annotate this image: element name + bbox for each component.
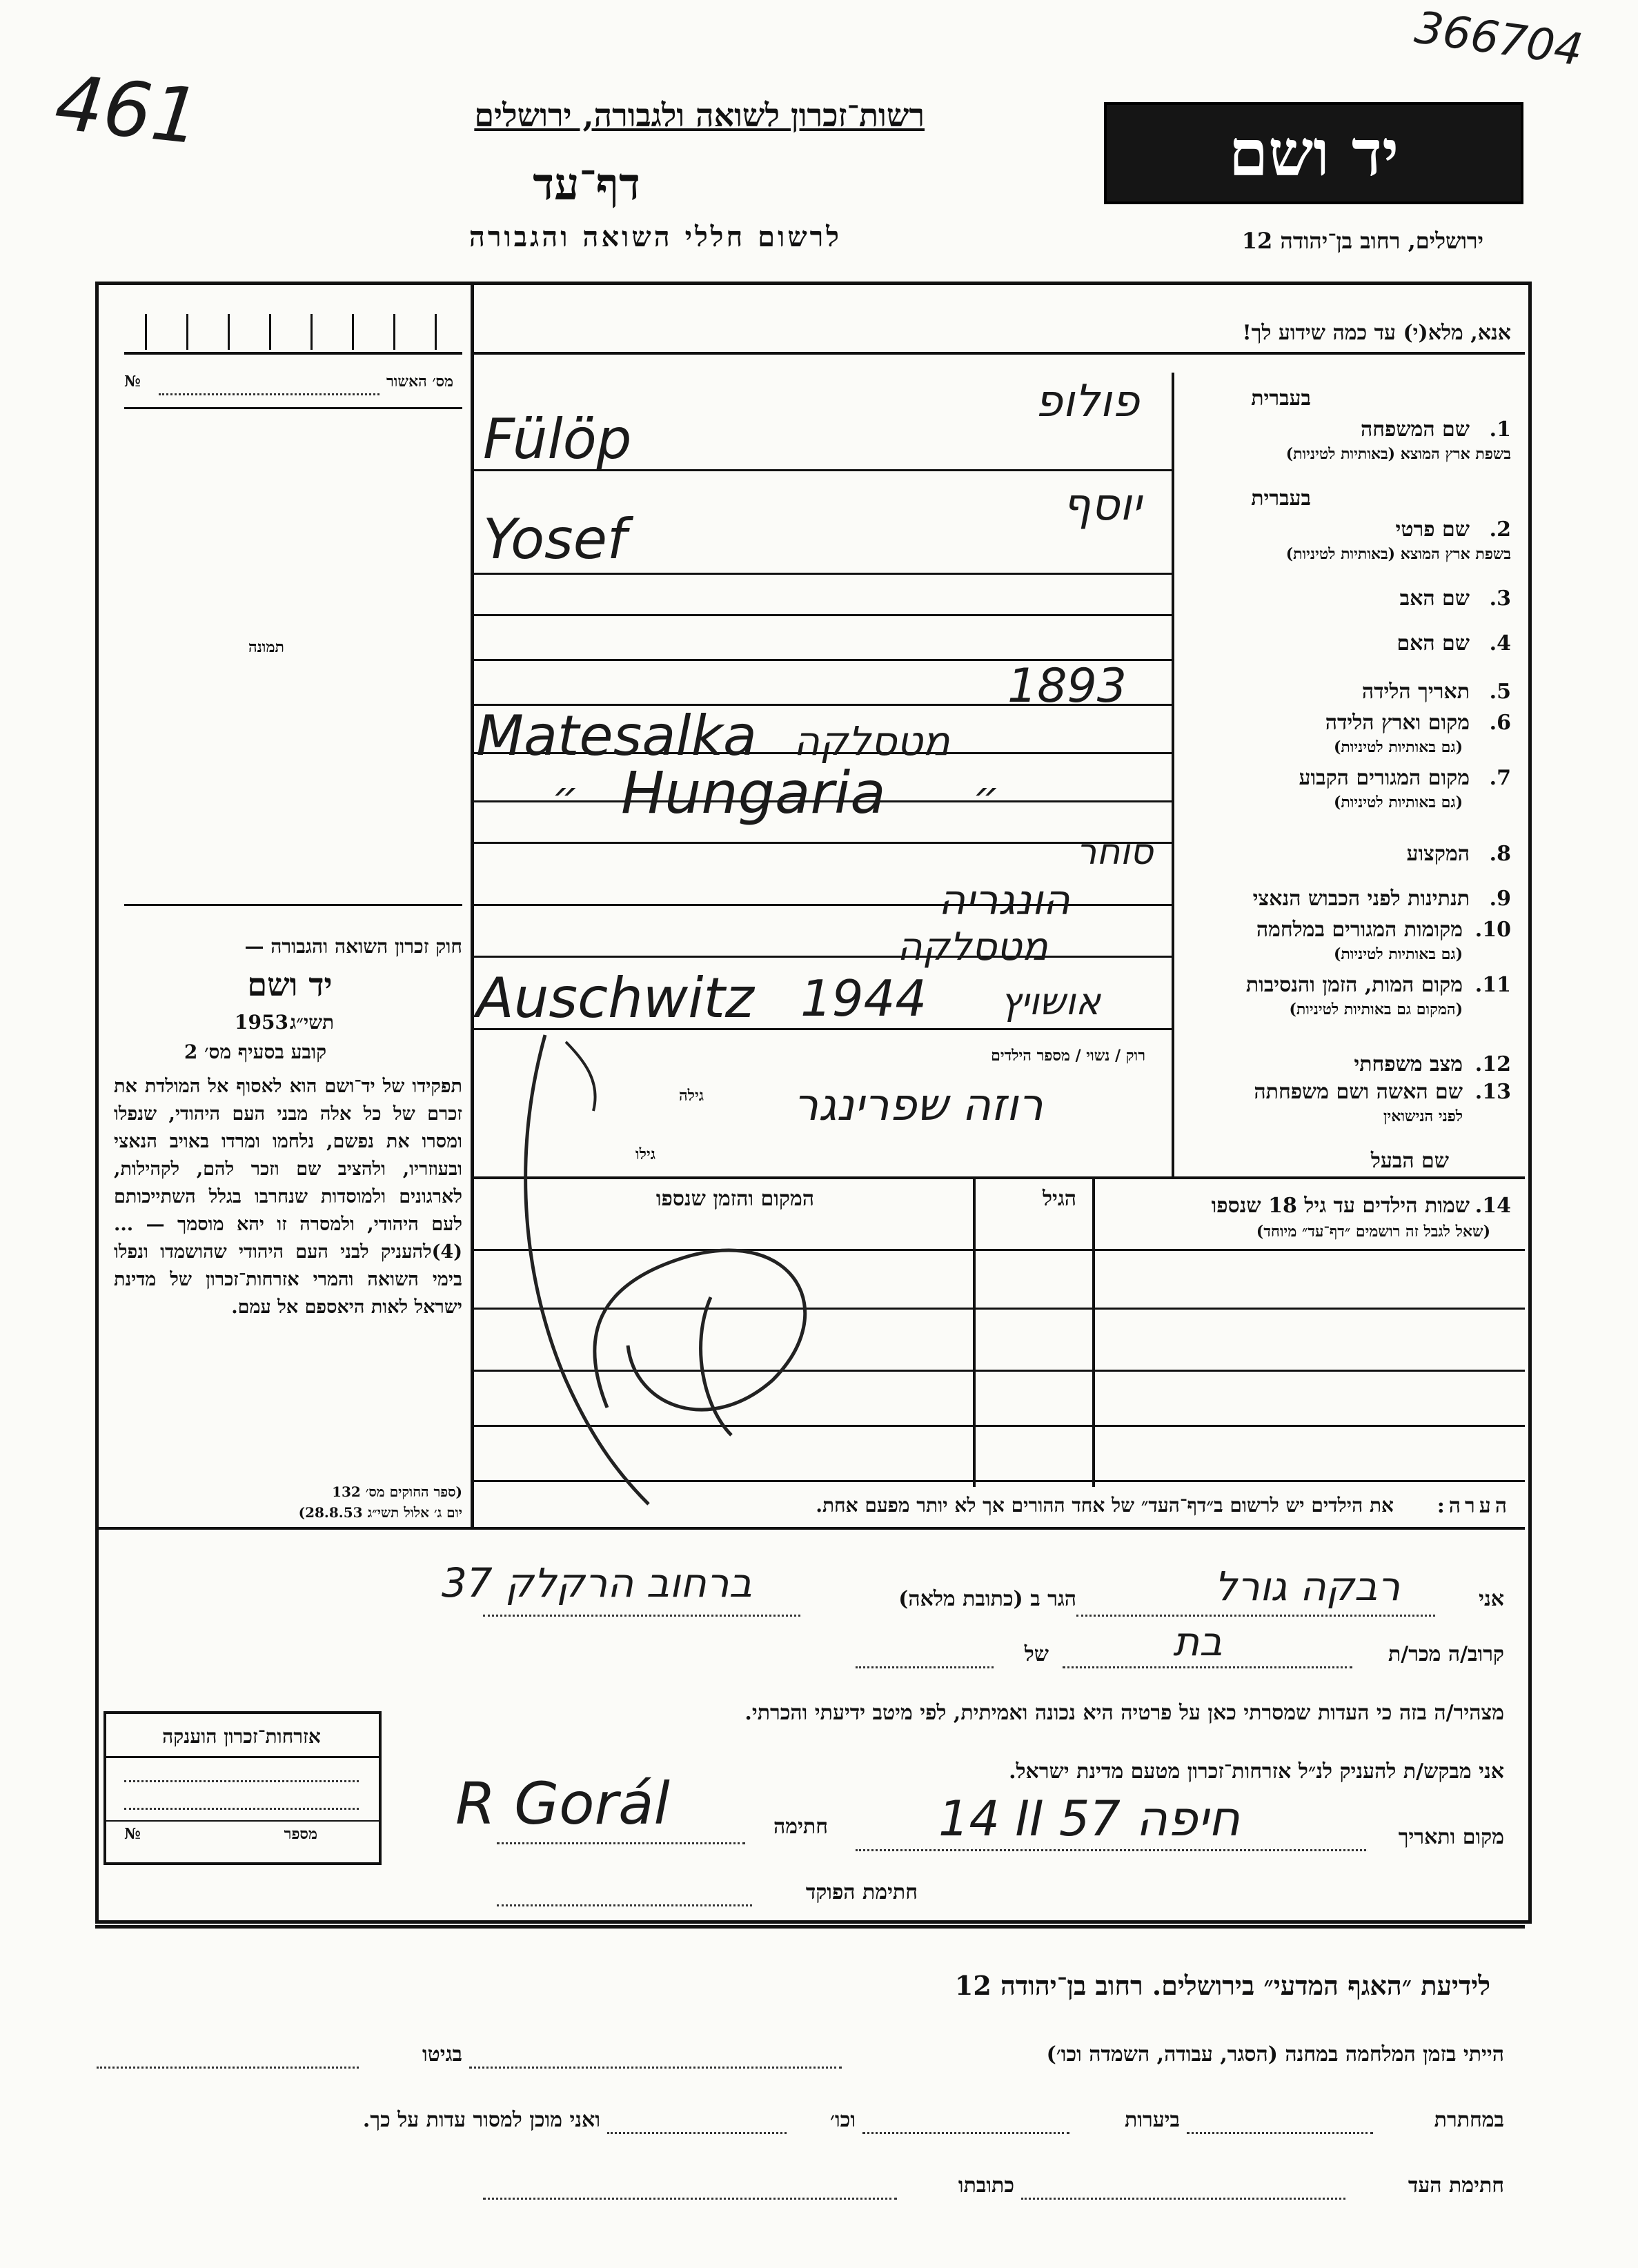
scribble-mark — [483, 1021, 966, 1518]
photo-label: תמונה — [248, 638, 284, 656]
bottom-line3-signature-field[interactable] — [1021, 2198, 1345, 2200]
officer-signature-line — [497, 1904, 752, 1906]
memorial-box-title: אזרחות־זכרון הוענקה — [162, 1725, 321, 1748]
memorial-box-rule-1 — [103, 1756, 379, 1758]
field-6-num: 6. — [1489, 711, 1511, 735]
declaration-i-label: אני — [1479, 1587, 1504, 1611]
field-2-hebrew-tag: בעברית — [1251, 486, 1311, 511]
declarant-address-line — [483, 1615, 800, 1617]
of-line — [856, 1666, 994, 1668]
law-reference-1: (ספר החוקים מס׳ 132 — [332, 1483, 462, 1500]
field-12-num: 12. — [1474, 1052, 1511, 1076]
field-3-label: שם האב — [1399, 586, 1470, 611]
bottom-line2-underground: במחתרת — [1434, 2108, 1504, 2132]
declarant-name-line — [1076, 1615, 1435, 1617]
field-7-value-latin[interactable]: Hungaria — [621, 759, 886, 827]
memorial-box-number-symbol: № — [124, 1825, 141, 1843]
field-2-value-latin[interactable]: Yosef — [483, 507, 627, 571]
law-reference-2: יום ג׳ אלול תשי״ג 28.8.53) — [298, 1504, 462, 1521]
approval-number-label: מס׳ האשור — [386, 373, 454, 391]
field-2-label: שם פרטי — [1395, 517, 1470, 542]
field-7-num: 7. — [1489, 766, 1511, 790]
declarant-address[interactable]: ברחוב הרקלק 37 — [442, 1559, 753, 1606]
children-age-header: הגיל — [1042, 1187, 1076, 1211]
relation-value[interactable]: בת — [1173, 1618, 1223, 1665]
field-13-note: לפני הנישואין — [1383, 1107, 1463, 1125]
remark-text: את הילדים יש לרשום ב״דף־העד״ של אחד ההורים אך לא יותר מפעם אחת. — [816, 1494, 1394, 1517]
field-11-label: מקום המות, הזמן והנסיבות — [1245, 973, 1463, 997]
field-10-num: 10. — [1474, 918, 1511, 942]
husband-name-label: שם הבעל — [1370, 1149, 1449, 1173]
field-13-value[interactable]: רוזה שפרינגר — [793, 1080, 1043, 1131]
bottom-line2-etc-field[interactable] — [607, 2132, 787, 2134]
field-6-label: מקום וארץ הלידה — [1325, 711, 1470, 735]
officer-signature-label: חתימת הפוקד — [805, 1880, 918, 1904]
husband-age-label: גילו — [635, 1145, 655, 1163]
law-name: יד ושם — [247, 966, 333, 1003]
field-5-label: תאריך הלידה — [1361, 680, 1470, 704]
logo-text: יד ושם — [1228, 116, 1399, 190]
declarant-name[interactable]: רבקה גורל — [1214, 1563, 1401, 1610]
field-4-num: 4. — [1489, 631, 1511, 655]
label-column-divider — [1172, 373, 1174, 1176]
field-2-value-hebrew[interactable]: יוסף — [1063, 480, 1142, 531]
field-1-num: 1. — [1489, 417, 1511, 442]
field-6-note: (גם באותיות לטיניות) — [1333, 738, 1463, 756]
field-6-value-latin[interactable]: Matesalka — [476, 704, 757, 768]
bottom-line3-address-field[interactable] — [483, 2198, 897, 2200]
field-7-ditto-2: ״ — [973, 773, 1000, 821]
photo-area-rule — [124, 407, 462, 409]
form-intro: אנא, מלא(י) עד כמה שידוע לך! — [1242, 321, 1511, 345]
bottom-line3-address: כתובתו — [958, 2173, 1014, 2198]
field-10-value[interactable]: מטסלקה — [897, 925, 1048, 969]
declaration-request: אני מבקש/ת להעניק לנ״ל אזרחות־זכרון מטעם מדינת ישראל. — [1009, 1759, 1504, 1784]
law-title: חוק זכרון השואה והגבורה — — [244, 935, 462, 958]
corner-handwritten-number: 461 — [50, 58, 205, 161]
law-section: קובע בסעיף מס׳ 2 — [184, 1041, 327, 1063]
field-11-num: 11. — [1474, 973, 1511, 997]
field-1-value-latin[interactable]: Fülöp — [483, 407, 632, 471]
field-1-label: שם המשפחה — [1360, 417, 1470, 442]
field-8-num: 8. — [1489, 842, 1511, 866]
field-1-note: בשפת ארץ המוצא (באותיות לטיניות) — [1285, 445, 1511, 463]
signature-value[interactable]: R Gorál — [455, 1770, 670, 1837]
field-10-label: מקומות המגורים במלחמה — [1256, 918, 1463, 942]
authority-title: רשות־זכרון לשואה ולגבורה, ירושלים — [474, 97, 925, 134]
field-2-num: 2. — [1489, 517, 1511, 542]
place-date-label: מקום ותאריך — [1398, 1825, 1504, 1849]
law-year-hebrew: תשי״ג — [290, 1011, 335, 1034]
field-13-label: שם האשה ושם משפחתה — [1254, 1080, 1463, 1104]
field-5-num: 5. — [1489, 680, 1511, 704]
yad-vashem-logo — [1104, 102, 1523, 204]
field-1-value-hebrew[interactable]: פולופ — [1035, 376, 1140, 427]
memorial-box-number-label: מספר — [284, 1825, 317, 1843]
corner-reference-number: 366704 — [1412, 2, 1586, 77]
bottom-line2-forests-field[interactable] — [862, 2132, 1069, 2134]
law-text: תפקידו של יד־ושם הוא לאסוף אל המולדת את זכרם של כל אלה מבני העם היהודי, שנפלו ומסרו את נפשם, נלחמו ומרדו באויב הנאצי ובעוזריו, ולהציב שם וזכר להם, לקהילות, לארגונים ולמוסדות שנחרבו בגלל השתייכותם לעם היהודי, ולמסרה זו יהא מוסמך — ...(4)להעניק לבני העם היהודי שהושמדו ונפלו בימי השואה והמרי אזרחות־זכרון של מדינת ישראל לאות היאספם אל עמם. — [114, 1076, 462, 1318]
bottom-line1-ghetto-field[interactable] — [97, 2067, 359, 2069]
children-column-divider-1 — [1092, 1176, 1095, 1487]
bottom-line1-camp-field[interactable] — [469, 2067, 842, 2069]
bottom-line2-ready: ואני מוכן למסור עדות על כך. — [362, 2108, 600, 2132]
children-column-divider-2 — [973, 1176, 976, 1487]
field-6-value-hebrew[interactable]: מטסלקה — [793, 718, 950, 765]
signature-line — [497, 1842, 745, 1844]
relation-label: קרוב/ה מכר/ת — [1388, 1642, 1504, 1666]
field-3-num: 3. — [1489, 586, 1511, 611]
bottom-line2-forests: ביערות — [1124, 2108, 1180, 2132]
field-9-value[interactable]: הונגריה — [938, 876, 1070, 925]
field-9-label: תנתינות לפני הכבוש הנאצי — [1252, 887, 1470, 911]
form-title: דף־עד — [533, 159, 640, 210]
form-subtitle: לרשום חללי השואה והגבורה — [468, 221, 842, 253]
header-address: ירושלים, רחוב בן־יהודה 12 — [1241, 228, 1483, 254]
field-2-note: בשפת ארץ המוצא (באותיות לטיניות) — [1285, 545, 1511, 563]
declaration-statement: מצהיר/ה בזה כי העדות שמסרתי כאן על פרטיה היא נכונה ואמיתית, לפי מיטב ידיעתי והכרתי. — [744, 1701, 1504, 1725]
remark-label: הערה: — [1437, 1494, 1511, 1518]
field-11-note: (המקום גם באותיות לטיניות) — [1289, 1000, 1463, 1018]
field-7-ditto-1: ״ — [552, 773, 579, 821]
approval-top-rule — [124, 352, 462, 355]
bottom-line3-witness-signature: חתימת העד — [1408, 2173, 1504, 2198]
memorial-box-line-1 — [124, 1780, 359, 1782]
bottom-line2-underground-field[interactable] — [1187, 2132, 1373, 2134]
of-label: של — [1024, 1642, 1049, 1666]
photo-bottom-rule — [124, 904, 462, 906]
field-10-note: (גם באותיות לטיניות) — [1333, 945, 1463, 963]
place-date-value[interactable]: 14 II 57 חיפה — [938, 1791, 1241, 1847]
field-9-num: 9. — [1489, 887, 1511, 911]
bottom-line1-camp: הייתי בזמן המלחמה במחנה (הסגר, עבודה, השמדה וכו׳) — [1046, 2042, 1504, 2067]
children-num: 14. — [1474, 1194, 1511, 1218]
relation-line — [1063, 1666, 1352, 1668]
field-7-label: מקום המגורים הקבוע — [1299, 766, 1470, 790]
law-year: 1953 — [235, 1011, 288, 1034]
field-4-label: שם האם — [1397, 631, 1470, 655]
signature-label: חתימה — [773, 1815, 828, 1839]
field-1-hebrew-tag: בעברית — [1251, 386, 1311, 411]
memorial-box-line-2 — [124, 1808, 359, 1810]
children-label: שמות הילדים עד גיל 18 שנספו — [1211, 1194, 1470, 1218]
field-11-value-hebrew[interactable]: אושויץ — [1000, 980, 1101, 1023]
residing-label: הגר ב (כתובת מלאה) — [898, 1587, 1076, 1611]
bottom-title: לידיעת ״האגף המדעי״ בירושלים. רחוב בן־יהודה 12 — [954, 1970, 1490, 2001]
memorial-box-rule-2 — [103, 1820, 379, 1822]
field-7-note: (גם באותיות לטיניות) — [1333, 793, 1463, 811]
field-13-num: 13. — [1474, 1080, 1511, 1104]
children-note: (שאל לגבל זה רושמים ״דף־עד״ מיוחד) — [1256, 1223, 1490, 1241]
approval-number-field[interactable] — [159, 393, 379, 395]
bottom-line2-etc: וכו׳ — [830, 2108, 856, 2132]
field-13-sub-label: גילה — [679, 1087, 704, 1105]
field-11-value-year[interactable]: 1944 — [800, 969, 927, 1027]
field-8-value[interactable]: סוחר — [1076, 831, 1154, 873]
field-12-label: מצב משפחתי — [1354, 1052, 1463, 1076]
field-5-value[interactable]: 1893 — [1007, 659, 1127, 713]
field-8-label: המקצוע — [1406, 842, 1470, 866]
field-12-options: רוק / נשוי / מספר הילדים — [991, 1047, 1145, 1065]
field-11-value-latin[interactable]: Auschwitz — [476, 966, 754, 1030]
children-place-header: המקום והזמן שנספו — [655, 1187, 814, 1211]
approval-number-symbol: № — [124, 373, 141, 391]
place-date-line — [856, 1849, 1366, 1851]
bottom-line1-ghetto: בגיטו — [422, 2042, 462, 2067]
